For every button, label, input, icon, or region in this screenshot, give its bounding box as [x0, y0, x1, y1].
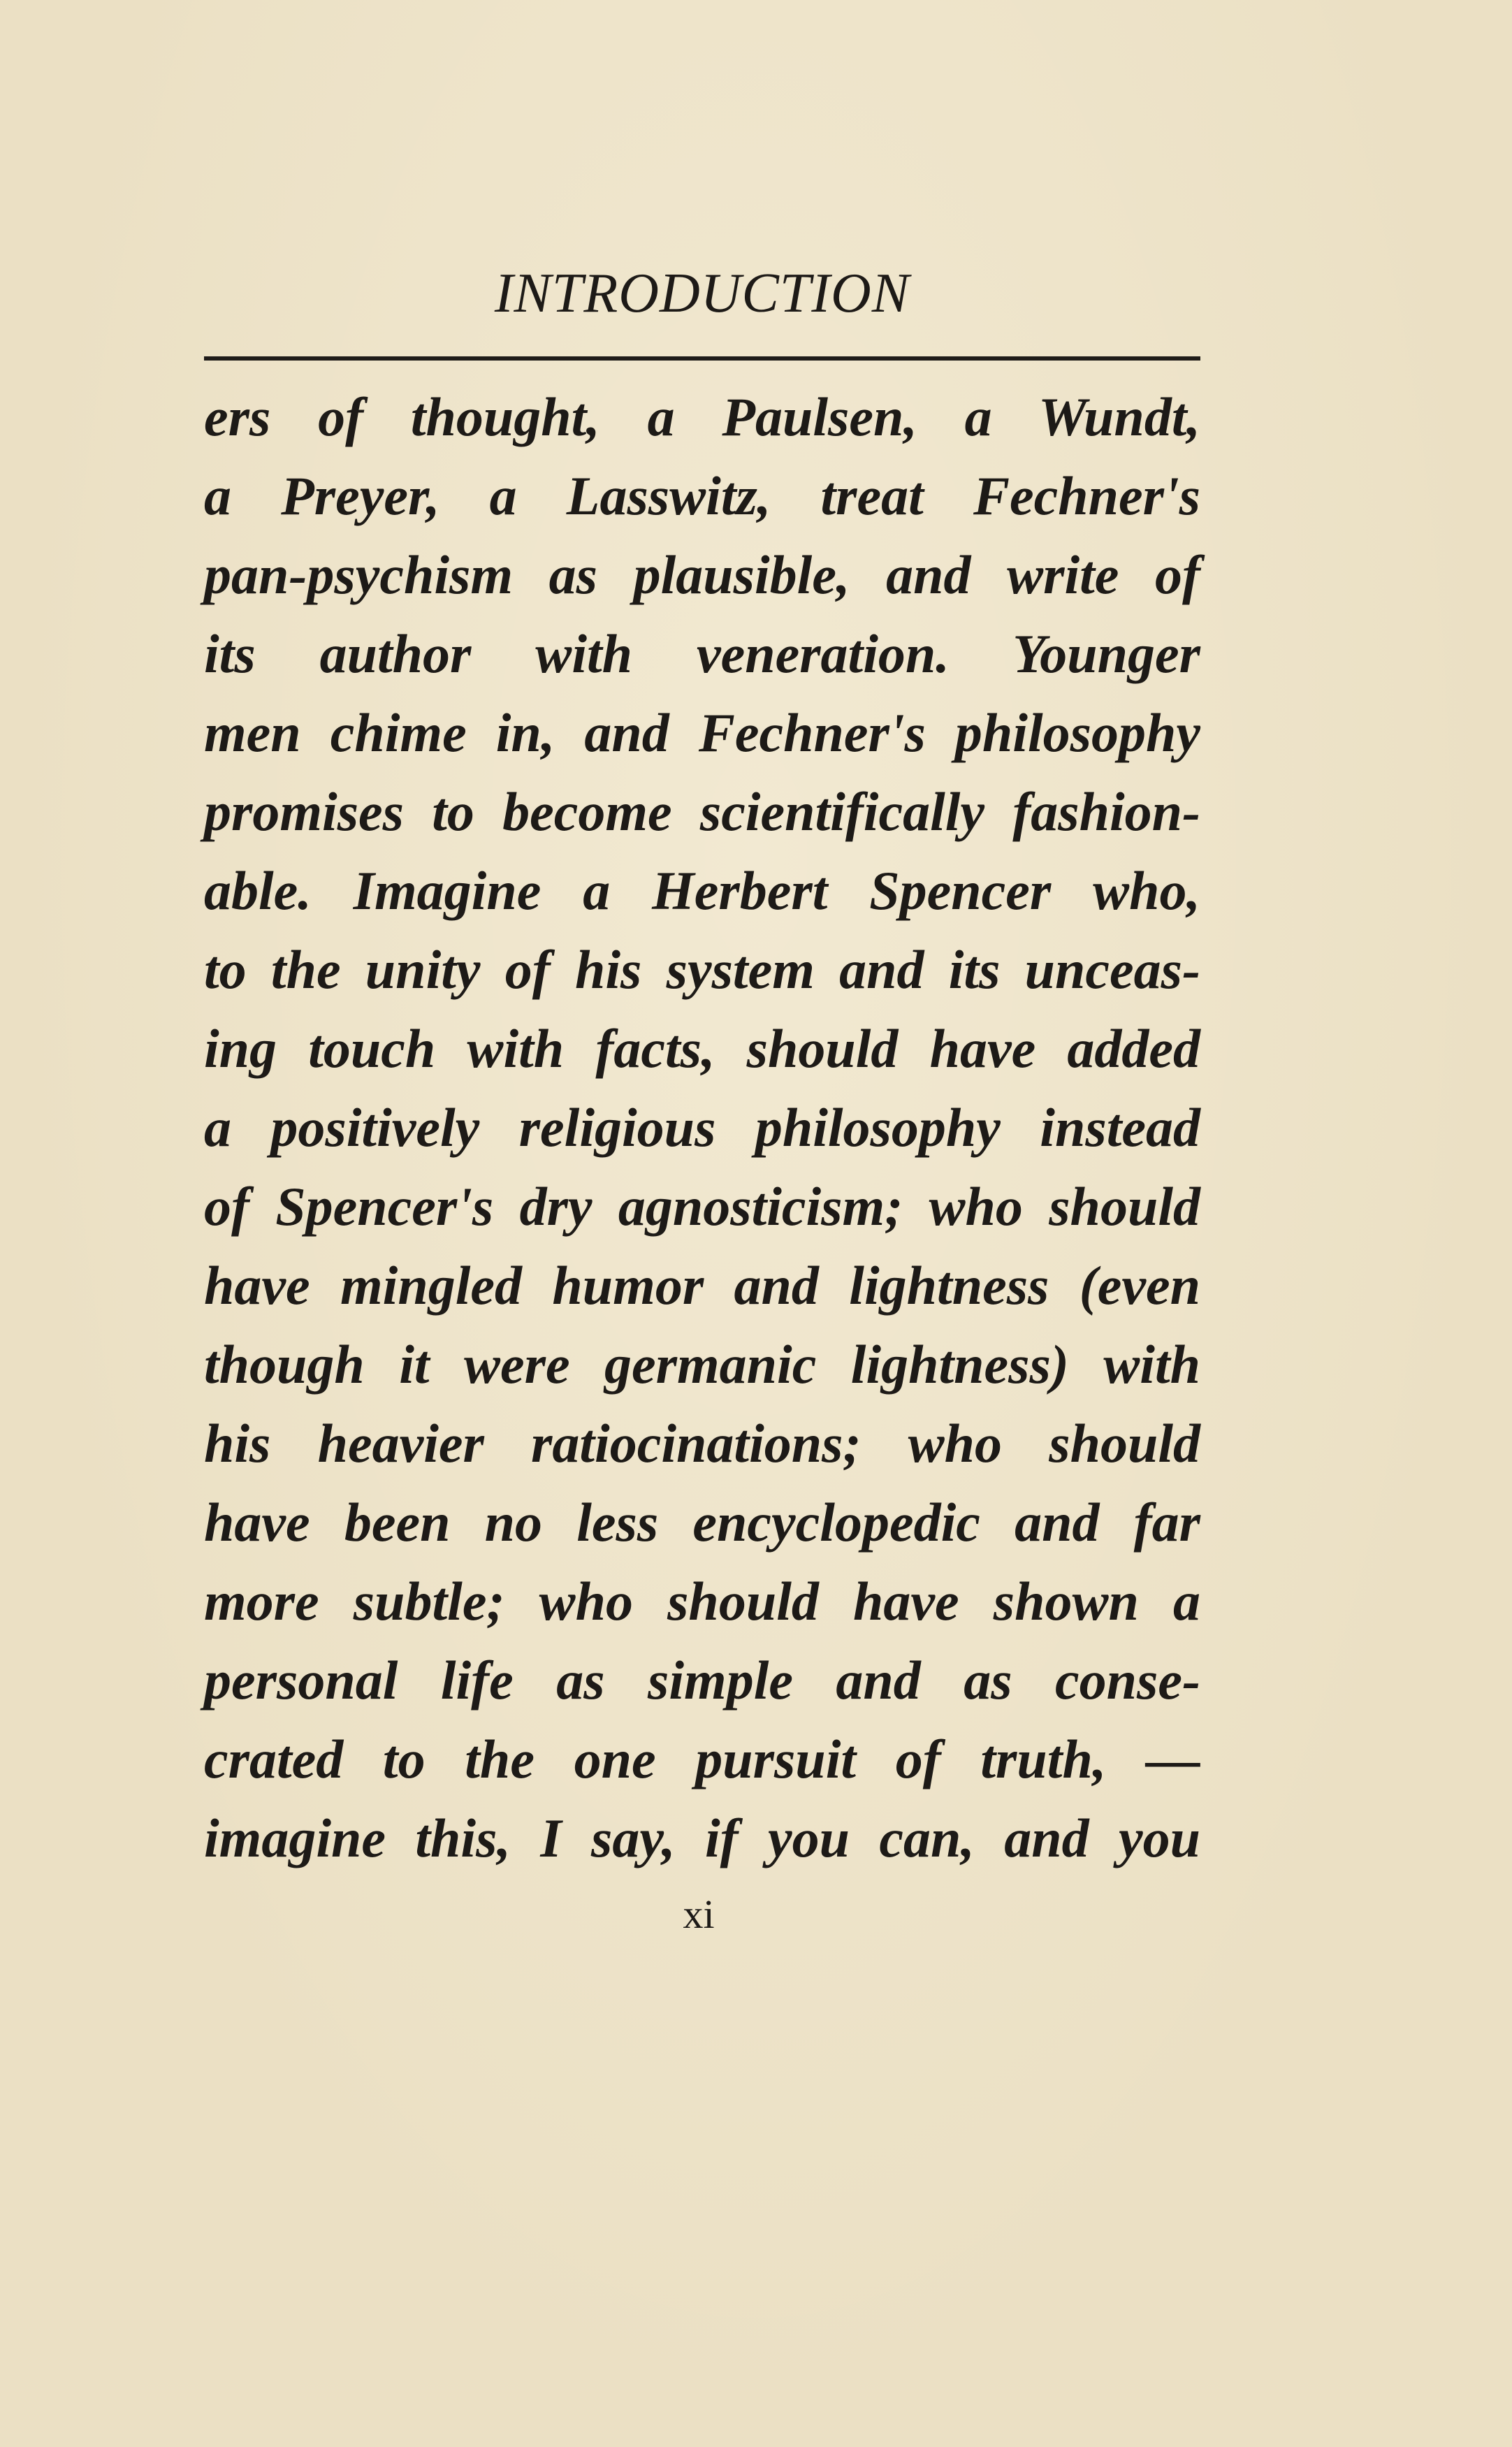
- text-line: pan-psychism as plausible, and write of: [204, 544, 1200, 605]
- text-line: of Spencer's dry agnosticism; who should: [204, 1176, 1200, 1237]
- page-number: xi: [683, 1891, 715, 1937]
- text-line: more subtle; who should have shown a: [204, 1571, 1200, 1632]
- text-line: though it were germanic lightness) with: [204, 1334, 1200, 1395]
- body-text: [204, 377, 1200, 1878]
- text-line: his heavier ratiocinations; who should: [204, 1413, 1200, 1474]
- text-line: ing touch with facts, should have added: [204, 1018, 1200, 1079]
- text-line: have mingled humor and lightness (even: [204, 1255, 1200, 1316]
- text-line: men chime in, and Fechner's philosophy: [204, 702, 1200, 763]
- text-line: a positively religious philosophy instead: [204, 1097, 1200, 1158]
- text-line: its author with veneration. Younger: [204, 623, 1200, 684]
- text-line: a Preyer, a Lasswitz, treat Fechner's: [204, 465, 1200, 526]
- header-rule: [204, 356, 1200, 361]
- text-line: able. Imagine a Herbert Spencer who,: [204, 860, 1200, 921]
- text-line: have been no less encyclopedic and far: [204, 1492, 1200, 1553]
- text-line: ers of thought, a Paulsen, a Wundt,: [204, 386, 1200, 447]
- text-line: promises to become scientifically fashion-: [204, 781, 1200, 842]
- running-head: INTRODUCTION: [494, 263, 910, 324]
- text-line: imagine this, I say, if you can, and you: [204, 1808, 1200, 1868]
- text-line: crated to the one pursuit of truth, —: [204, 1729, 1200, 1789]
- text-line: personal life as simple and as conse-: [204, 1650, 1200, 1711]
- text-line: to the unity of his system and its unceas-: [204, 939, 1200, 1000]
